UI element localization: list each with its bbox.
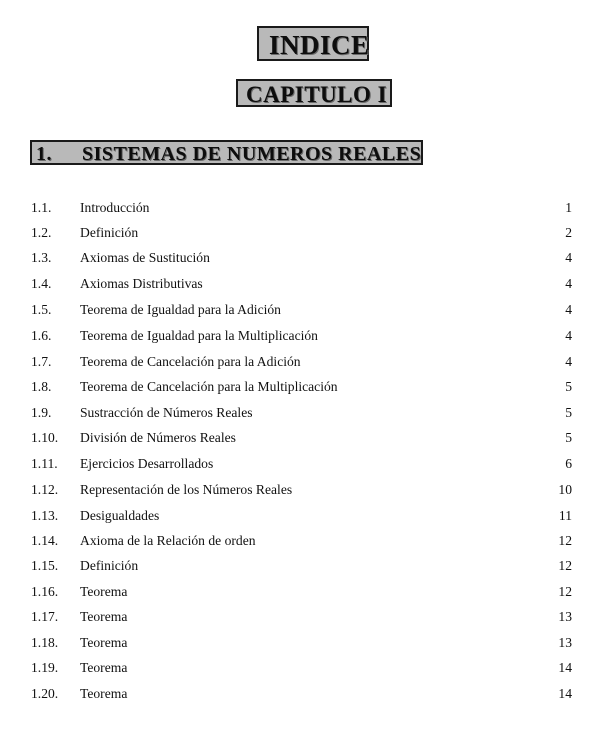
toc-entry-page: 4: [565, 302, 572, 317]
toc-entry-number: 1.11.: [31, 456, 58, 471]
toc-entry: [0, 454, 600, 474]
toc-entry: [0, 556, 600, 576]
toc-entry-number: 1.3.: [31, 250, 52, 265]
toc-entry-label: Desigualdades: [80, 508, 160, 523]
toc-entry-number: 1.14.: [31, 533, 59, 548]
toc-entry-label: Teorema de Igualdad para la Multiplicación: [80, 328, 318, 343]
toc-entry-number: 1.4.: [31, 276, 52, 291]
toc-entry-label: Definición: [80, 558, 139, 573]
toc-entry-number: 1.12.: [31, 482, 59, 497]
toc-entry-number: 1.1.: [31, 200, 52, 215]
toc-entry: [0, 274, 600, 294]
toc-entry-label: Representación de los Números Reales: [80, 482, 293, 497]
toc-entry: [0, 684, 600, 704]
toc-entry-number: 1.6.: [31, 328, 52, 343]
toc-entry-number: 1.2.: [31, 225, 52, 240]
toc-entry: [0, 428, 600, 448]
toc-entry-page: 4: [565, 276, 572, 291]
toc-entry-page: 4: [565, 354, 572, 369]
toc-entry-label: Teorema de Cancelación para la Adición: [80, 354, 301, 369]
toc-entry-number: 1.5.: [31, 302, 52, 317]
toc-entry-page: 5: [565, 405, 572, 420]
toc-entry-number: 1.10.: [31, 430, 59, 445]
toc-entry: [0, 326, 600, 346]
toc-entry-label: Definición: [80, 225, 139, 240]
toc-entry: [0, 248, 600, 268]
toc-entry: [0, 198, 600, 218]
section-title-text: SISTEMAS DE NUMEROS REALES: [82, 143, 422, 165]
toc-entry-label: Axioma de la Relación de orden: [80, 533, 256, 548]
toc-entry-label: Teorema: [80, 584, 128, 599]
toc-entry-page: 2: [565, 225, 572, 240]
section-number: 1.: [36, 143, 52, 165]
toc-entry-number: 1.19.: [31, 660, 59, 675]
chapter-title: CAPITULO I: [236, 79, 392, 107]
toc-entry-page: 4: [565, 328, 572, 343]
toc-entry: [0, 377, 600, 397]
toc-entry-label: Introducción: [80, 200, 150, 215]
toc-entry-number: 1.15.: [31, 558, 59, 573]
toc-entry-number: 1.8.: [31, 379, 52, 394]
toc-entry-number: 1.17.: [31, 609, 59, 624]
toc-entry-page: 4: [565, 250, 572, 265]
toc-entry: [0, 480, 600, 500]
toc-entry: [0, 633, 600, 653]
toc-entry-page: 14: [558, 686, 572, 701]
toc-entry: [0, 352, 600, 372]
toc-entry-label: Ejercicios Desarrollados: [80, 456, 214, 471]
toc-entry-label: Teorema: [80, 660, 128, 675]
toc-entry-page: 10: [558, 482, 572, 497]
toc-entry: [0, 607, 600, 627]
toc-entry: [0, 223, 600, 243]
toc-entry-number: 1.20.: [31, 686, 59, 701]
toc-entry-page: 11: [558, 508, 572, 523]
toc-entry-label: Axiomas Distributivas: [80, 276, 203, 291]
toc-entry: [0, 531, 600, 551]
toc-entry-page: 12: [558, 558, 572, 573]
toc-entry-page: 14: [558, 660, 572, 675]
toc-entry-label: División de Números Reales: [80, 430, 236, 445]
toc-entry-label: Teorema de Igualdad para la Adición: [80, 302, 281, 317]
toc-entry-page: 12: [558, 584, 572, 599]
index-title: INDICE: [257, 26, 369, 61]
toc-entry: [0, 403, 600, 423]
toc-entry-number: 1.13.: [31, 508, 59, 523]
toc-entry: [0, 506, 600, 526]
toc-entry-page: 6: [565, 456, 572, 471]
toc-entry-page: 5: [565, 430, 572, 445]
toc-entry-label: Teorema: [80, 686, 128, 701]
toc-entry-label: Axiomas de Sustitución: [80, 250, 210, 265]
toc-entry-number: 1.7.: [31, 354, 52, 369]
toc-entry-number: 1.16.: [31, 584, 59, 599]
toc-entry-label: Teorema: [80, 635, 128, 650]
toc-entry-page: 1: [565, 200, 572, 215]
toc-entry-number: 1.18.: [31, 635, 59, 650]
toc-entry: [0, 582, 600, 602]
toc-entry-label: Teorema: [80, 609, 128, 624]
toc-entry-page: 13: [558, 635, 572, 650]
toc-entry: [0, 300, 600, 320]
toc-entry-page: 13: [558, 609, 572, 624]
toc-entry-label: Sustracción de Números Reales: [80, 405, 253, 420]
toc-entry-number: 1.9.: [31, 405, 52, 420]
toc-entry-page: 12: [558, 533, 572, 548]
toc-entry-label: Teorema de Cancelación para la Multiplicación: [80, 379, 338, 394]
toc-entry: [0, 658, 600, 678]
toc-entry-page: 5: [565, 379, 572, 394]
